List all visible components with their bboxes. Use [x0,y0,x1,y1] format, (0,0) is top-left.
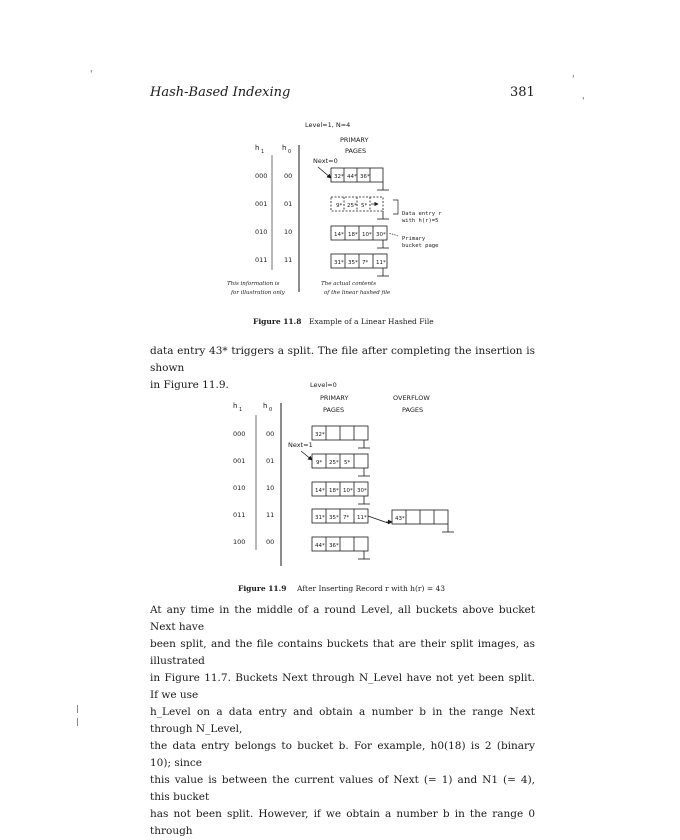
fig2-entry: 44* [315,543,325,549]
fig2-overflow-entry: 43* [395,516,405,522]
fig1-entry: 44* [347,174,357,180]
fig2-entry: 31* [315,515,325,521]
fig1-right-note: of the linear hashed file [324,290,391,296]
fig2-h1-value: 000 [233,430,246,438]
fig1-level-label: Level=1, N=4 [305,121,351,129]
fig2-h0-value: 11 [266,511,275,519]
fig1-entry: 30* [376,232,386,238]
fig1-pages-label: PAGES [345,147,367,155]
fig2-next-arrow [301,451,312,460]
page-number: 381 [510,85,535,100]
fig1-h0-value: 00 [284,172,293,180]
text-line: in Figure 11.9. [150,379,229,391]
fig2-entry: 30* [357,488,367,494]
fig1-h1-value: 001 [255,200,268,208]
fig2-entry: 9* [316,460,323,466]
fig2-h1-subscript: 1 [239,407,243,413]
text-line: At any time in the middle of a round Level, all buckets above bucket Next have [150,604,535,633]
fig1-note-data-entry: Data entry r [402,211,442,217]
text-line: h_Level on a data entry and obtain a number b in the range Next through N_Level, [150,706,535,735]
fig2-h0-label: h [263,402,268,410]
fig2-overflow-label: OVERFLOW [393,394,430,402]
fig1-entry: 32* [334,174,344,180]
text-line: data entry 43* triggers a split. The file after completing the insertion is shown [150,345,535,374]
fig1-primary-label: PRIMARY [340,136,369,144]
text-line: this value is between the current values of Next (= 1) and N1 (= 4), this bucket [150,774,535,803]
fig2-entry: 32* [315,432,325,438]
fig1-entry: 25* [347,203,357,209]
fig1-note-data-entry: with h(r)=5 [402,218,439,224]
fig2-entry: 11* [357,515,367,521]
fig1-h0-subscript: 0 [288,149,292,155]
fig2-h1-label: h [233,402,238,410]
text-line: has not been split. However, if we obtain a number b in the range 0 through [150,808,535,837]
fig1-entry: 31* [334,260,344,266]
fig1-caption-text: Example of a Linear Hashed File [309,317,434,326]
fig1-entry: 11* [376,260,386,266]
fig2-h1-value: 010 [233,484,246,492]
fig2-h1-value: 100 [233,538,246,546]
fig1-right-note: The actual contents [321,281,377,287]
fig2-next-pointer-label: Next=1 [288,441,313,449]
fig2-level-label: Level=0 [310,381,337,389]
fig1-h0-value: 10 [284,228,293,236]
scan-mark: ' [90,70,93,80]
fig1-h1-value: 000 [255,172,268,180]
fig1-h0-label: h [282,144,287,152]
fig1-entry: 9* [336,203,343,209]
fig2-entry: 14* [315,488,325,494]
fig2-h0-subscript: 0 [269,407,273,413]
fig2-entry: 25* [329,460,339,466]
fig2-h0-value: 01 [266,457,275,465]
fig2-h0-value: 00 [266,430,275,438]
running-header-title: Hash-Based Indexing [150,85,291,100]
fig1-h1-subscript: 1 [261,149,265,155]
fig2-primary-label: PRIMARY [320,394,349,402]
fig1-entry: 36* [360,174,370,180]
fig2-caption-label: Figure 11.9 [238,584,287,593]
fig1-next-pointer-label: Next=0 [313,157,338,165]
fig2-h0-value: 10 [266,484,275,492]
fig1-h0-value: 11 [284,256,293,264]
fig1-left-note: This information is [227,281,280,287]
fig1-h1-label: h [255,144,260,152]
fig1-h1-value: 010 [255,228,268,236]
text-line: in Figure 11.7. Buckets Next through N_Level have not yet been split. If we use [150,672,535,701]
fig1-caption-label: Figure 11.8 [253,317,302,326]
margin-tick [77,718,78,726]
fig2-entry: 18* [329,488,339,494]
text-line: been split, and the file contains buckets that are their split images, as illustrated [150,638,535,667]
fig2-entry: 35* [329,515,339,521]
fig1-note-primary: bucket page [402,243,439,249]
margin-tick [77,705,78,713]
fig2-overflow-pages-label: PAGES [402,406,424,414]
fig2-entry: 10* [343,488,353,494]
fig1-entry: 18* [348,232,358,238]
fig1-entry: 35* [348,260,358,266]
fig2-caption-text: After Inserting Record r with h(r) = 43 [297,584,446,593]
fig2-entry: 36* [329,543,339,549]
fig1-h1-value: 011 [255,256,268,264]
fig1-note-primary: Primary [402,236,426,242]
fig2-h0-value: 00 [266,538,275,546]
fig1-entry: 10* [362,232,372,238]
fig2-h1-value: 001 [233,457,246,465]
fig2-pages-label: PAGES [323,406,345,414]
fig1-entry: 7* [362,260,369,266]
fig2-entry: 5* [344,460,351,466]
fig1-entry: 5* [361,203,368,209]
fig1-left-note: for illustration only [231,290,285,296]
scan-mark: ' [572,75,575,85]
fig2-entry: 7* [343,515,350,521]
body-paragraph [150,602,535,840]
fig1-entry: 14* [334,232,344,238]
fig2-h1-value: 011 [233,511,246,519]
text-line: the data entry belongs to bucket b. For example, h0(18) is 2 (binary 10); since [150,740,535,769]
scan-mark: ' [582,97,585,107]
fig1-h0-value: 01 [284,200,293,208]
